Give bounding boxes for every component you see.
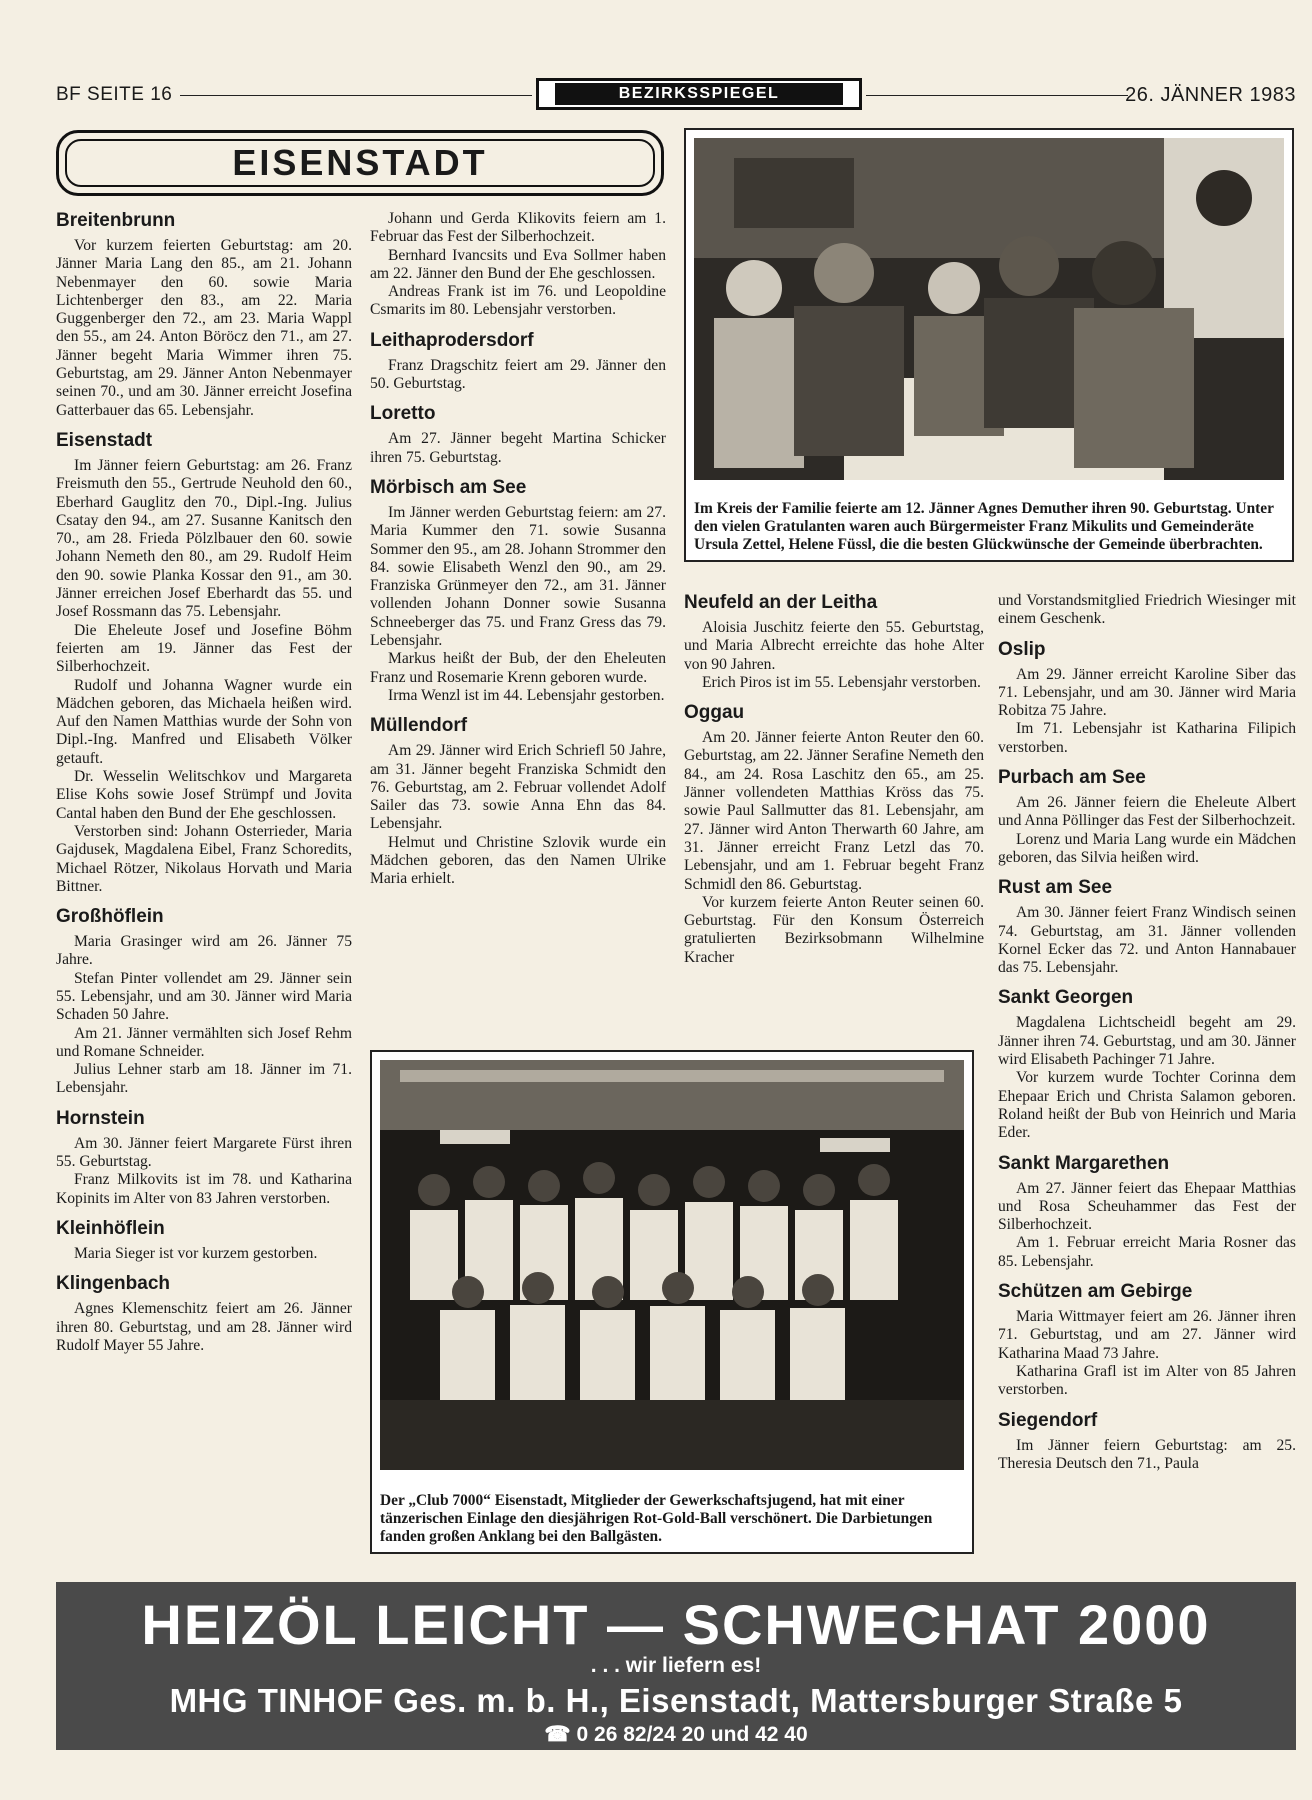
place-heading: Loretto bbox=[370, 403, 436, 425]
place-heading: Purbach am See bbox=[998, 767, 1146, 789]
section-badge-text: BEZIRKSSPIEGEL bbox=[555, 83, 843, 105]
place-heading: Oggau bbox=[684, 702, 745, 724]
article-paragraph: Irma Wenzl ist im 44. Lebensjahr gestorben. bbox=[388, 686, 665, 704]
place-heading: Hornstein bbox=[56, 1107, 145, 1129]
article-paragraph: Katharina Grafl ist im Alter von 85 Jahren verstorben. bbox=[998, 1362, 1296, 1399]
article-paragraph: Lorenz und Maria Lang wurde ein Mädchen geboren, das Silvia heißen wird. bbox=[998, 830, 1296, 866]
article-paragraph: Am 29. Jänner wird Erich Schriefl 50 Jahre, am 31. Jänner begeht Franziska Schmidt den 76. Geburtstag, am 2. Februar vollendet Adolf Sailer das 73. sowie Anna Ehn das 84. Lebensjahr. bbox=[370, 742, 666, 833]
place-heading: Siegendorf bbox=[998, 1409, 1098, 1431]
article-paragraph: Im 71. Lebensjahr ist Katharina Filipich verstorben. bbox=[998, 720, 1296, 756]
place-heading: Breitenbrunn bbox=[56, 210, 176, 231]
article-paragraph: Julius Lehner starb am 18. Jänner im 71. Lebensjahr. bbox=[56, 1061, 352, 1097]
place-heading: Großhöflein bbox=[56, 906, 164, 928]
telephone-icon: ☎ bbox=[544, 1723, 571, 1746]
column-2 bbox=[370, 210, 666, 889]
ad-phone-number: 0 26 82/24 20 und 42 40 bbox=[576, 1723, 808, 1746]
place-heading: Eisenstadt bbox=[56, 429, 153, 451]
article-paragraph: Markus heißt der Bub, der den Eheleuten Franz und Rosemarie Krenn geboren wurde. bbox=[370, 650, 666, 686]
article-paragraph: Im Jänner werden Geburtstag feiern: am 27. Maria Kummer den 71. sowie Susanna Sommer den 95., am 28. Johann Strommer den 84. sowie Elisabeth Wenzl den 90., am 29. Franziska Grünmeyer den 72., am 31. Jänner vollenden Johann Donner sowie Susanna Schneeberger das 75. und Franz Gress das 79. Lebensjahr. bbox=[370, 503, 666, 650]
photo-caption: Der „Club 7000“ Eisenstadt, Mitglieder der Gewerkschaftsjugend, hat mit einer tänzerischen Einlage den diesjährigen Rot-Gold-Ball verschönert. Die Darbietungen fanden großen Anklang bei den Ballgästen. bbox=[380, 1492, 933, 1545]
article-paragraph: Am 21. Jänner vermählten sich Josef Rehm und Romane Schneider. bbox=[56, 1024, 352, 1060]
header-rule-left bbox=[180, 95, 532, 96]
article-paragraph: Am 30. Jänner feiert Franz Windisch seinen 74. Geburtstag, am 31. Jänner vollenden Kornel Ecker das 72. und Anton Hannabauer das 75. Lebensjahr. bbox=[998, 904, 1296, 977]
article-paragraph: Maria Sieger ist vor kurzem gestorben. bbox=[74, 1244, 318, 1262]
article-paragraph: Maria Grasinger wird am 26. Jänner 75 Jahre. bbox=[56, 933, 352, 969]
photo-illustration bbox=[694, 138, 1284, 480]
article-paragraph: Am 1. Februar erreicht Maria Rosner das 85. Lebensjahr. bbox=[998, 1234, 1296, 1270]
section-title: EISENSTADT bbox=[65, 139, 655, 187]
heating-oil-advertisement bbox=[56, 1582, 1296, 1750]
article-paragraph: Franz Dragschitz feiert am 29. Jänner den 50. Geburtstag. bbox=[370, 356, 666, 393]
issue-date: 26. JÄNNER 1983 bbox=[1125, 84, 1296, 106]
place-heading: Klingenbach bbox=[56, 1273, 171, 1295]
article-paragraph: Agnes Klemenschitz feiert am 26. Jänner ihren 80. Geburtstag, und am 28. Jänner wird Rudolf Mayer 55 Jahre. bbox=[56, 1300, 352, 1354]
place-heading: Müllendorf bbox=[370, 715, 468, 737]
article-paragraph: Am 27. Jänner begeht Martina Schicker ihren 75. Geburtstag. bbox=[370, 430, 666, 466]
column-1 bbox=[56, 210, 352, 1355]
article-paragraph: Andreas Frank ist im 76. und Leopoldine Csmarits im 80. Lebensjahr verstorben. bbox=[370, 283, 666, 319]
photo-birthday-celebration bbox=[684, 128, 1294, 562]
article-paragraph: Erich Piros ist im 55. Lebensjahr verstorben. bbox=[702, 673, 981, 691]
article-paragraph: Verstorben sind: Johann Osterrieder, Maria Gajdusek, Magdalena Eibel, Franz Schoredits, Michael Rötzer, Nikolaus Horvath und Maria Bittner. bbox=[56, 822, 352, 895]
page-label: BF SEITE 16 bbox=[56, 84, 173, 105]
article-paragraph: Helmut und Christine Szlovik wurde ein Mädchen geboren, das den Namen Ulrike Maria erhielt. bbox=[370, 833, 666, 888]
photo-caption: Im Kreis der Familie feierte am 12. Jänner Agnes Demuther ihren 90. Geburtstag. Unter den vielen Gratulanten waren auch Bürgermeister Franz Mikulits und Gemeinderäte Ursula Zettel, Helene Füssl, die die besten Glückwünsche der Gemeinde überbrachten. bbox=[694, 500, 1274, 553]
ad-company-address: MHG TINHOF Ges. m. b. H., Eisenstadt, Mattersburger Straße 5 bbox=[169, 1682, 1183, 1719]
place-heading: Neufeld an der Leitha bbox=[684, 592, 878, 613]
article-paragraph: Stefan Pinter vollendet am 29. Jänner sein 55. Lebensjahr, und am 30. Jänner wird Maria Schaden 50 Jahre. bbox=[56, 969, 352, 1024]
article-paragraph: Am 27. Jänner feiert das Ehepaar Matthias und Rosa Scheuhammer das Fest der Silberhochzeit. bbox=[998, 1179, 1296, 1234]
article-paragraph: Franz Milkovits ist im 78. und Katharina Kopinits im Alter von 83 Jahren verstorben. bbox=[56, 1171, 352, 1207]
article-paragraph: Vor kurzem feierten Geburtstag: am 20. Jänner Maria Lang den 85., am 21. Johann Nebenmayer den 60. sowie Maria Lichtenberger den 83., am 22. Maria Guggenberger den 72., am 23. Maria Wappl den 55., am 24. Anton Böröcz den 71., am 27. Jänner begeht Maria Wimmer ihren 75. Geburtstag, am 29. Jänner Anton Nebenmayer seinen 70., und am 30. Jänner erreicht Josefina Gatterbauer das 65. Lebensjahr. bbox=[56, 237, 352, 419]
place-heading: Kleinhöflein bbox=[56, 1217, 165, 1239]
section-badge bbox=[536, 78, 862, 110]
article-paragraph: Im Jänner feiern Geburtstag: am 25. Theresia Deutsch den 71., Paula bbox=[998, 1436, 1296, 1472]
place-heading: Rust am See bbox=[998, 877, 1113, 899]
article-paragraph: Maria Wittmayer feiert am 26. Jänner ihren 71. Geburtstag, und am 27. Jänner wird Katharina Maad 73 Jahre. bbox=[998, 1308, 1296, 1362]
article-paragraph: Vor kurzem wurde Tochter Corinna dem Ehepaar Erich und Christa Salamon geboren. Roland heißt der Bub von Heinrich und Maria Eder. bbox=[998, 1069, 1296, 1142]
section-title-box bbox=[56, 130, 664, 196]
place-heading: Mörbisch am See bbox=[370, 476, 527, 498]
place-heading: Schützen am Gebirge bbox=[998, 1281, 1193, 1303]
ad-phone-line bbox=[56, 1722, 1296, 1747]
ad-tagline: . . . wir liefern es! bbox=[590, 1654, 762, 1677]
article-paragraph: Johann und Gerda Klikovits feiern am 1. Februar das Fest der Silberhochzeit. bbox=[370, 210, 666, 246]
article-paragraph: Vor kurzem feierte Anton Reuter seinen 60. Geburtstag. Für den Konsum Österreich gratulierten Bezirksobmann Wilhelmine Kracher bbox=[684, 893, 984, 966]
article-paragraph: Am 29. Jänner erreicht Karoline Siber das 71. Lebensjahr, und am 30. Jänner wird Maria Robitza 75 Jahre. bbox=[998, 665, 1296, 720]
article-paragraph: Dr. Wesselin Welitschkov und Margareta Elise Kohs sowie Josef Strümpf und Jovita Cantal haben den Bund der Ehe geschlossen. bbox=[56, 768, 352, 822]
ad-headline: HEIZÖL LEICHT — SCHWECHAT 2000 bbox=[141, 1593, 1211, 1656]
photo-image bbox=[694, 138, 1284, 480]
place-heading: Oslip bbox=[998, 638, 1046, 660]
article-paragraph: Magdalena Lichtscheidl begeht am 29. Jänner ihren 74. Geburtstag, und am 30. Jänner wird Elisabeth Pachinger 71 Jahre. bbox=[998, 1014, 1296, 1069]
place-heading: Sankt Margarethen bbox=[998, 1152, 1170, 1174]
column-3 bbox=[684, 592, 984, 967]
article-paragraph: und Vorstandsmitglied Friedrich Wiesinger mit einem Geschenk. bbox=[998, 592, 1296, 628]
article-paragraph: Die Eheleute Josef und Josefine Böhm feierten am 19. Jänner das Fest der Silberhochzeit. bbox=[56, 621, 352, 676]
place-heading: Leithaprodersdorf bbox=[370, 329, 534, 351]
photo-illustration bbox=[380, 1060, 964, 1470]
article-paragraph: Am 20. Jänner feierte Anton Reuter den 60. Geburtstag, am 22. Jänner Serafine Nemeth den 84., am 24. Rosa Laschitz den 65., am 25. Jänner vollendeten Matthias Kröss das 75. sowie Paul Sallmutter das 81. Lebensjahr, am 27. Jänner wird Anton Therwarth 60 Jahre, am 31. Jänner erreicht Franz Letzl das 70. Lebensjahr, und am 1. Februar begeht Franz Schmidl den 86. Geburtstag. bbox=[684, 729, 984, 893]
article-paragraph: Aloisia Juschitz feierte den 55. Geburtstag, und Maria Albrecht erreichte das hohe Alter von 90 Jahren. bbox=[684, 619, 984, 673]
page-header bbox=[56, 78, 1296, 112]
article-paragraph: Im Jänner feiern Geburtstag: am 26. Franz Freismuth den 55., Gertrude Neuhold den 60., Eberhard Gauglitz den 70., Dipl.-Ing. Julius Csatay den 94., am 27. Susanne Kanitsch den 70., am 28. Frieda Pölzlbauer den 60. sowie Johann Nemeth den 80., am 29. Rudolf Heim den 90. sowie Planka Kossar den 91., am 30. Jänner erreichen Josef Eberhardt das 55. und Josef Rossmann das 75. Lebensjahr. bbox=[56, 456, 352, 621]
column-4 bbox=[998, 592, 1296, 1473]
photo-club-7000 bbox=[370, 1050, 974, 1554]
header-rule-right bbox=[866, 95, 1128, 96]
photo-image bbox=[380, 1060, 964, 1470]
article-paragraph: Rudolf und Johanna Wagner wurde ein Mädchen geboren, das Michaela heißen wird. Auf den Namen Matthias wurde der Sohn von Dipl.-Ing. Manfred und Elisabeth Völker getauft. bbox=[56, 676, 352, 767]
article-paragraph: Am 26. Jänner feiern die Eheleute Albert und Anna Pöllinger das Fest der Silberhochzeit. bbox=[998, 794, 1296, 830]
article-paragraph: Am 30. Jänner feiert Margarete Fürst ihren 55. Geburtstag. bbox=[56, 1134, 352, 1171]
article-paragraph: Bernhard Ivancsits und Eva Sollmer haben am 22. Jänner den Bund der Ehe geschlossen. bbox=[370, 246, 666, 282]
place-heading: Sankt Georgen bbox=[998, 987, 1134, 1009]
